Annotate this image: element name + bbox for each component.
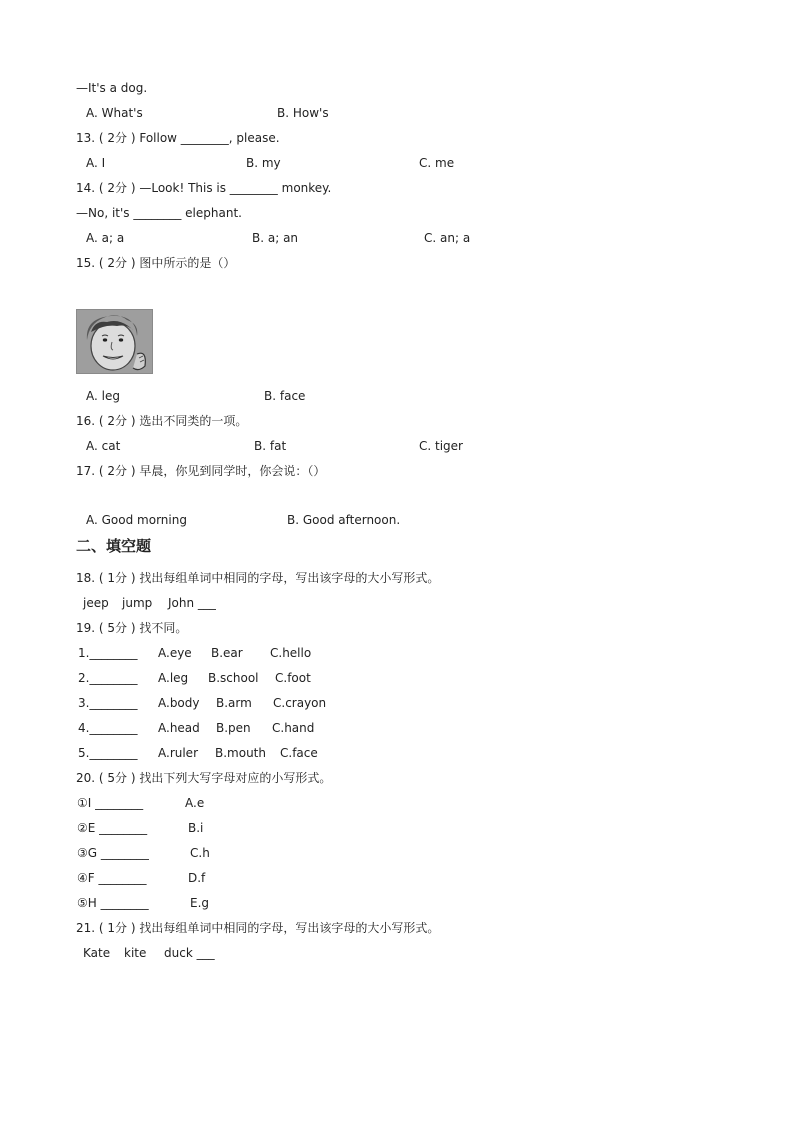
q15-stem: 15. ( 2分 ) 图中所示的是（） (76, 256, 236, 270)
q13-option-c: C. me (419, 156, 455, 170)
q21-word: duck ___ (164, 946, 215, 960)
q20-uppercase-item: ③G ________ (77, 846, 149, 860)
q19-row-number: 4.________ (78, 721, 138, 735)
q19-row-number: 5.________ (78, 746, 138, 760)
q12-option-a: A. What's (86, 106, 143, 120)
q19-option-b: B.arm (216, 696, 252, 710)
q16-stem: 16. ( 2分 ) 选出不同类的一项。 (76, 414, 248, 428)
q12-answer-line: —It's a dog. (76, 81, 148, 95)
q14-option-b: B. a; an (252, 231, 299, 245)
q18-word: John ___ (168, 596, 216, 610)
q15-option-a: A. leg (86, 389, 120, 403)
q16-option-c: C. tiger (419, 439, 463, 453)
face-illustration (76, 309, 153, 374)
q19-option-b: B.mouth (215, 746, 266, 760)
q19-option-b: B.school (208, 671, 259, 685)
q19-option-b: B.pen (216, 721, 251, 735)
q14-stem: 14. ( 2分 ) —Look! This is ________ monkey. (76, 181, 332, 195)
q21-stem: 21. ( 1分 ) 找出每组单词中相同的字母，写出该字母的大小写形式。 (76, 921, 440, 935)
q16-option-b: B. fat (254, 439, 287, 453)
q19-row-number: 1.________ (78, 646, 138, 660)
q17-stem: 17. ( 2分 ) 早晨，你见到同学时，你会说：（） (76, 464, 326, 478)
q19-option-a: A.ruler (158, 746, 199, 760)
q17-option-b: B. Good afternoon. (287, 513, 401, 527)
q19-option-a: A.body (158, 696, 200, 710)
q19-row-number: 2.________ (78, 671, 138, 685)
q20-uppercase-item: ⑤H ________ (77, 896, 149, 910)
q20-uppercase-item: ②E ________ (77, 821, 148, 835)
q19-option-c: C.face (280, 746, 318, 760)
q14-option-c: C. an; a (424, 231, 471, 245)
q18-word: jeep (83, 596, 109, 610)
q19-option-a: A.head (158, 721, 200, 735)
q16-option-a: A. cat (86, 439, 121, 453)
q19-option-a: A.leg (158, 671, 189, 685)
q21-word: Kate (83, 946, 111, 960)
q19-option-c: C.hand (272, 721, 315, 735)
q20-uppercase-item: ④F ________ (77, 871, 147, 885)
q21-word: kite (124, 946, 147, 960)
q19-option-b: B.ear (211, 646, 243, 660)
q20-lowercase-option: B.i (188, 821, 204, 835)
q14-option-a: A. a; a (86, 231, 125, 245)
q14-line2: —No, it's ________ elephant. (76, 206, 242, 220)
q18-stem: 18. ( 1分 ) 找出每组单词中相同的字母，写出该字母的大小写形式。 (76, 571, 440, 585)
q18-word: jump (122, 596, 153, 610)
q17-option-a: A. Good morning (86, 513, 187, 527)
q19-row-number: 3.________ (78, 696, 138, 710)
q20-lowercase-option: E.g (190, 896, 210, 910)
q19-option-a: A.eye (158, 646, 192, 660)
q20-lowercase-option: A.e (185, 796, 205, 810)
q19-option-c: C.hello (270, 646, 312, 660)
q20-lowercase-option: C.h (190, 846, 210, 860)
q13-option-a: A. I (86, 156, 106, 170)
cartoon-face-icon (77, 310, 153, 374)
q20-stem: 20. ( 5分 ) 找出下列大写字母对应的小写形式。 (76, 771, 332, 785)
q19-option-c: C.crayon (273, 696, 327, 710)
q20-lowercase-option: D.f (188, 871, 206, 885)
q19-stem: 19. ( 5分 ) 找不同。 (76, 621, 188, 635)
q12-option-b: B. How's (277, 106, 329, 120)
section-heading-fill-in: 二、填空题 (76, 537, 152, 555)
q13-stem: 13. ( 2分 ) Follow ________, please. (76, 131, 280, 145)
q19-option-c: C.foot (275, 671, 311, 685)
q13-option-b: B. my (246, 156, 281, 170)
q20-uppercase-item: ①I ________ (77, 796, 144, 810)
q15-option-b: B. face (264, 389, 306, 403)
